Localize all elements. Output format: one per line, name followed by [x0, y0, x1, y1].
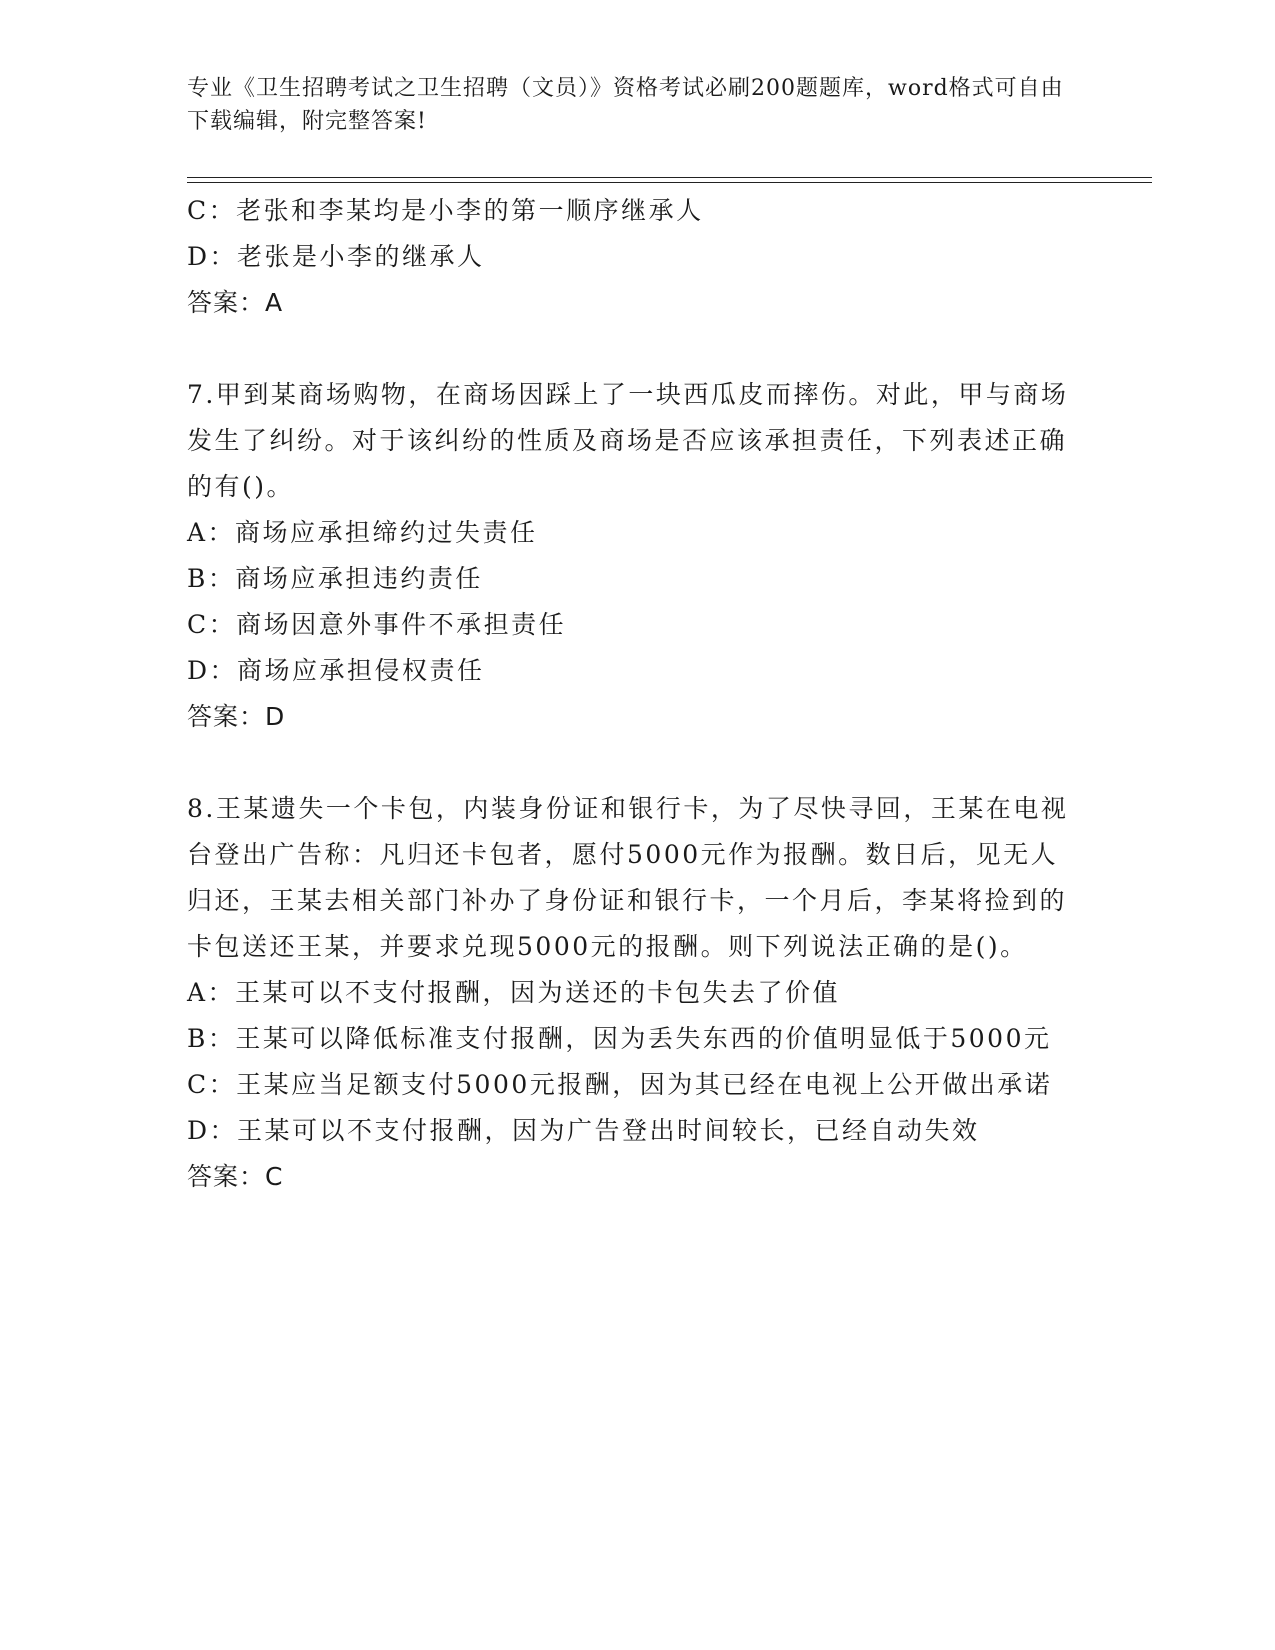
option-b: C：老张和李某均是小李的第一顺序继承人	[187, 196, 704, 225]
header-divider-top	[187, 177, 1152, 178]
option-c: C：王某应当足额支付5000元报酬，因为其已经在电视上公开做出承诺	[187, 1070, 1053, 1099]
answer-line: 答案：C	[187, 1162, 284, 1191]
option-a: A：王某可以不支付报酬，因为送还的卡包失去了价值	[187, 978, 841, 1007]
option-b: B：商场应承担违约责任	[187, 564, 483, 593]
page-title: 专业《卫生招聘考试之卫生招聘（文员）》资格考试必刷200题题库，word格式可自由下载编辑，附完整答案!	[187, 76, 1064, 134]
option-d: D：商场应承担侵权责任	[187, 656, 485, 685]
spacer	[187, 740, 1077, 786]
page-header	[187, 72, 1067, 138]
answer-line: 答案：D	[187, 702, 286, 731]
option-d: D：王某可以不支付报酬，因为广告登出时间较长，已经自动失效	[187, 1116, 980, 1145]
question-7	[187, 372, 1077, 740]
question-stem: 8.王某遗失一个卡包，内装身份证和银行卡，为了尽快寻回，王某在电视台登出广告称：凡归还卡包者，愿付5000元作为报酬。数日后，见无人归还，王某去相关部门补办了身份证和银行卡，一个月后，李某将捡到的卡包送还王某，并要求兑现5000元的报酬。则下列说法正确的是()。	[187, 794, 1069, 961]
option-c: D：老张是小李的继承人	[187, 242, 485, 271]
header-divider-bottom	[187, 182, 1152, 183]
question-8	[187, 786, 1077, 1200]
answer-line: 答案：A	[187, 288, 284, 317]
option-a: A：商场应承担缔约过失责任	[187, 518, 538, 547]
spacer	[187, 326, 1077, 372]
question-stem: 7.甲到某商场购物，在商场因踩上了一块西瓜皮而摔伤。对此，甲与商场发生了纠纷。对于该纠纷的性质及商场是否应该承担责任，下列表述正确的有()。	[187, 380, 1069, 501]
document-body	[187, 188, 1077, 1200]
option-b: B：王某可以降低标准支付报酬，因为丢失东西的价值明显低于5000元	[187, 1024, 1052, 1053]
prev-question	[187, 188, 1077, 326]
option-c: C：商场因意外事件不承担责任	[187, 610, 567, 639]
